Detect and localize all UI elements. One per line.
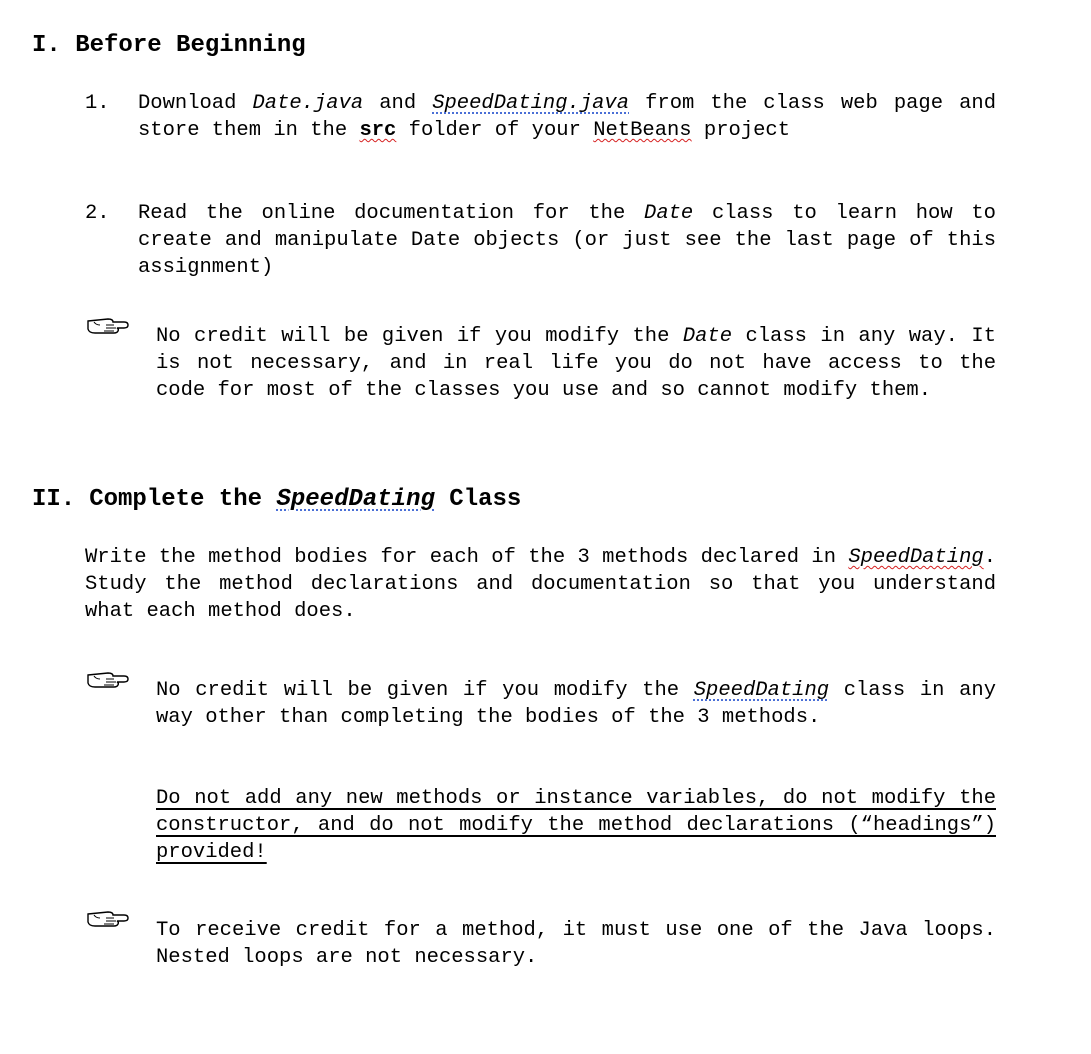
section-2-number: II. (32, 486, 76, 513)
warning-text: Do not add any new methods or instance variables, do not modify the constructor, and do not modify the method declarations (“headings”) provided! (156, 787, 996, 864)
date-class-name: Date (682, 325, 733, 348)
netbeans-name: NetBeans (593, 119, 692, 142)
section-1-number: I. (32, 32, 61, 59)
section-1-heading (32, 32, 306, 60)
speeddating-class-name: SpeedDating (276, 486, 435, 513)
step-1-number: 1. (85, 92, 110, 115)
step-2-text: Read the online documentation for the Date class to learn how to create and manipulate Date objects (or just see the last page of this assignment) (138, 202, 996, 279)
section-2-intro: Write the method bodies for each of the 3 methods declared in SpeedDating. Study the method declarations and documentation so that you understand what each method does. (85, 546, 996, 623)
pointing-hand-icon (86, 313, 130, 337)
step-2-number: 2. (85, 202, 110, 225)
note-1-text: No credit will be given if you modify the Date class in any way. It is not necessary, and in real life you do not have access to the code for most of the classes you use and so cannot modify them. (156, 325, 996, 402)
speeddating-java-filename: SpeedDating.java (432, 92, 630, 115)
date-java-filename: Date.java (252, 92, 364, 115)
speeddating-class-name: SpeedDating (693, 679, 830, 702)
speeddating-class-name: SpeedDating (848, 546, 984, 569)
section-1-title: Before Beginning (75, 32, 306, 59)
note-2-text: No credit will be given if you modify the SpeedDating class in any way other than completing the bodies of the 3 methods. (156, 679, 997, 729)
src-folder-name: src (359, 119, 397, 142)
section-2-heading: II. Complete the SpeedDating Class (32, 486, 522, 513)
date-class-name: Date (644, 202, 694, 225)
note-3-text: To receive credit for a method, it must use one of the Java loops. Nested loops are not necessary. (156, 919, 996, 969)
pointing-hand-icon (86, 906, 130, 930)
pointing-hand-icon (86, 667, 130, 691)
step-1-text: Download Date.java and SpeedDating.java from the class web page and store them in the src folder of your NetBeans project (138, 92, 996, 142)
